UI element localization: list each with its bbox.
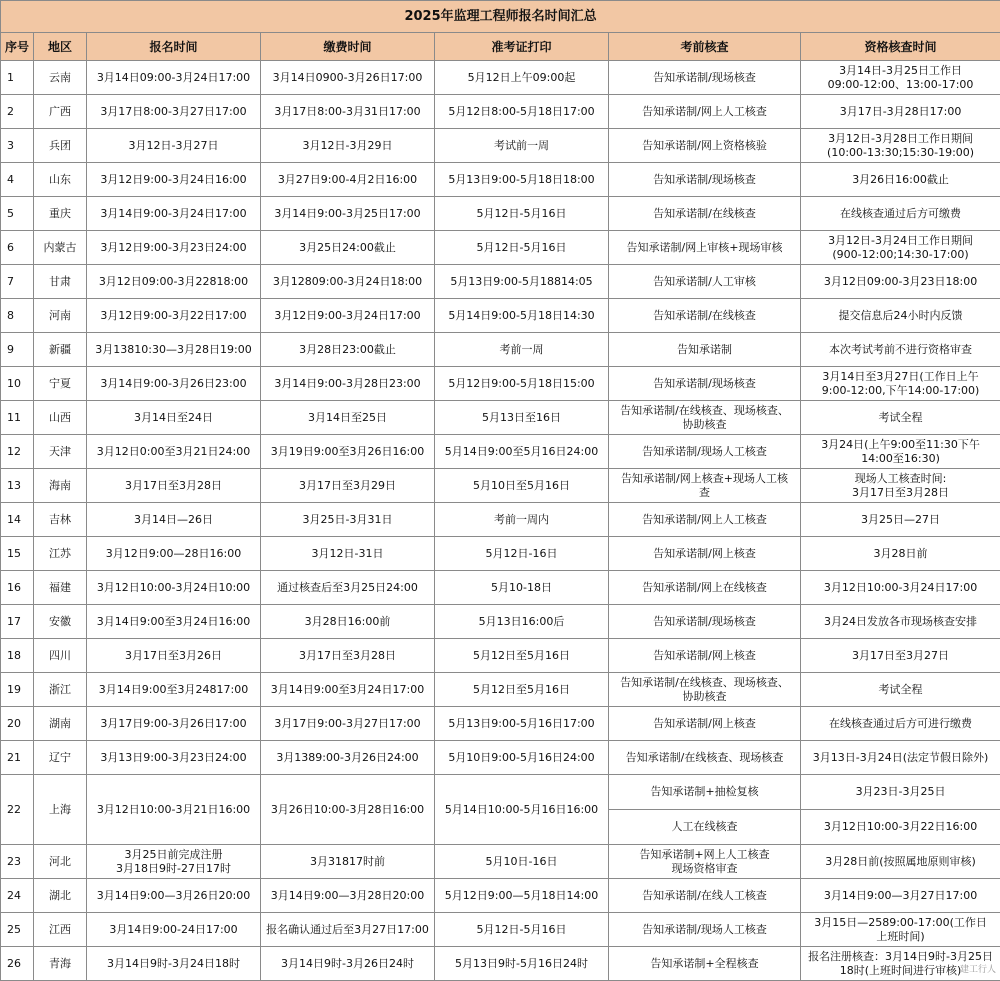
row-pre-check: 告知承诺制/在线核查、现场核查、 协助核查 [609, 673, 801, 707]
row-admit-card: 5月12日8:00-5月18日17:00 [435, 95, 609, 129]
table-row [1, 845, 1000, 879]
table-row [1, 741, 1000, 775]
row-admit-card: 5月14日10:00-5月16日16:00 [435, 775, 609, 845]
row-admit-card: 5月10日-16日 [435, 845, 609, 879]
row-registration: 3月14日9:00至3月24817:00 [87, 673, 261, 707]
table-row [1, 673, 1000, 707]
row-region: 甘肃 [34, 265, 87, 299]
row-qualification: 3月28日前 [801, 537, 1000, 571]
table-row [1, 947, 1000, 981]
row-registration: 3月17日8:00-3月27日17:00 [87, 95, 261, 129]
row-no: 20 [1, 707, 34, 741]
row-region: 新疆 [34, 333, 87, 367]
row-region: 天津 [34, 435, 87, 469]
row-pre-check: 告知承诺制+抽检复核 [609, 775, 801, 810]
watermark: 建工行人 [960, 962, 996, 975]
row-qualification: 3月12日-3月24日工作日期间 (900-12:00;14:30-17:00) [801, 231, 1000, 265]
row-qualification: 本次考试考前不进行资格审查 [801, 333, 1000, 367]
row-qualification: 3月15日—2589:00-17:00(工作日 上班时间) [801, 913, 1000, 947]
table-row [1, 571, 1000, 605]
table-row [1, 435, 1000, 469]
row-registration: 3月12日9:00—28日16:00 [87, 537, 261, 571]
row-admit-card: 5月12日上午09:00起 [435, 61, 609, 95]
header-payment: 缴费时间 [261, 33, 435, 61]
row-qualification: 3月23日-3月25日 [801, 775, 1000, 810]
row-region: 兵团 [34, 129, 87, 163]
table-row [1, 913, 1000, 947]
row-payment: 3月28日23:00截止 [261, 333, 435, 367]
row-payment: 3月25日24:00截止 [261, 231, 435, 265]
row-registration: 3月14日9:00至3月24日16:00 [87, 605, 261, 639]
row-registration: 3月12日9:00-3月24日16:00 [87, 163, 261, 197]
row-qualification: 考试全程 [801, 401, 1000, 435]
row-admit-card: 5月13日至16日 [435, 401, 609, 435]
row-region: 青海 [34, 947, 87, 981]
row-pre-check: 告知承诺制/在线人工核查 [609, 879, 801, 913]
row-pre-check: 告知承诺制/现场人工核查 [609, 435, 801, 469]
row-qualification: 3月12日09:00-3月23日18:00 [801, 265, 1000, 299]
row-registration: 3月12日09:00-3月22818:00 [87, 265, 261, 299]
row-pre-check: 告知承诺制/网上核查+现场人工核 查 [609, 469, 801, 503]
row-payment: 3月14日9:00—3月28日20:00 [261, 879, 435, 913]
row-admit-card: 5月12日-5月16日 [435, 197, 609, 231]
table-row [1, 503, 1000, 537]
row-qualification: 3月24日发放各市现场核查安排 [801, 605, 1000, 639]
row-pre-check: 告知承诺制/网上在线核查 [609, 571, 801, 605]
table-row [1, 537, 1000, 571]
row-admit-card: 5月13日9时-5月16日24时 [435, 947, 609, 981]
row-admit-card: 考试前一周 [435, 129, 609, 163]
row-payment: 3月19日9:00至3月26日16:00 [261, 435, 435, 469]
row-admit-card: 考前一周内 [435, 503, 609, 537]
row-registration: 3月14日9:00—3月26日20:00 [87, 879, 261, 913]
row-no: 18 [1, 639, 34, 673]
row-qualification: 3月17日至3月27日 [801, 639, 1000, 673]
header-qualification: 资格核查时间 [801, 33, 1000, 61]
table-row [1, 367, 1000, 401]
row-region: 内蒙古 [34, 231, 87, 265]
row-pre-check: 告知承诺制/网上核查 [609, 639, 801, 673]
row-no: 11 [1, 401, 34, 435]
row-no: 22 [1, 775, 34, 845]
row-pre-check: 告知承诺制/网上审核+现场审核 [609, 231, 801, 265]
row-payment: 3月28日16:00前 [261, 605, 435, 639]
table-row [1, 775, 1000, 810]
table-row [1, 197, 1000, 231]
row-region: 海南 [34, 469, 87, 503]
row-region: 浙江 [34, 673, 87, 707]
table-row [1, 299, 1000, 333]
row-registration: 3月13810:30—3月28日19:00 [87, 333, 261, 367]
row-payment: 3月12日9:00-3月24日17:00 [261, 299, 435, 333]
row-pre-check: 告知承诺制/人工审核 [609, 265, 801, 299]
row-registration: 3月14日—26日 [87, 503, 261, 537]
row-no: 9 [1, 333, 34, 367]
row-qualification: 3月24日(上午9:00至11:30下午 14:00至16:30) [801, 435, 1000, 469]
row-no: 24 [1, 879, 34, 913]
row-qualification: 3月12日-3月28日工作日期间 (10:00-13:30;15:30-19:00) [801, 129, 1000, 163]
row-no: 3 [1, 129, 34, 163]
row-no: 23 [1, 845, 34, 879]
row-qualification: 在线核查通过后方可进行缴费 [801, 707, 1000, 741]
row-payment: 3月17日至3月28日 [261, 639, 435, 673]
row-admit-card: 5月14日9:00-5月18日14:30 [435, 299, 609, 333]
row-region: 上海 [34, 775, 87, 845]
row-payment: 3月17日9:00-3月27日17:00 [261, 707, 435, 741]
row-no: 6 [1, 231, 34, 265]
row-admit-card: 5月13日9:00-5月18日18:00 [435, 163, 609, 197]
row-registration: 3月14日9时-3月24日18时 [87, 947, 261, 981]
row-region: 山东 [34, 163, 87, 197]
row-admit-card: 5月12日-16日 [435, 537, 609, 571]
row-payment: 3月17日至3月29日 [261, 469, 435, 503]
table-row [1, 231, 1000, 265]
row-no: 13 [1, 469, 34, 503]
table-row [1, 469, 1000, 503]
row-no: 19 [1, 673, 34, 707]
row-payment: 3月12日-3月29日 [261, 129, 435, 163]
row-registration: 3月12日0:00至3月21日24:00 [87, 435, 261, 469]
row-admit-card: 考前一周 [435, 333, 609, 367]
row-region: 福建 [34, 571, 87, 605]
row-pre-check: 告知承诺制/在线核查、现场核查、 协助核查 [609, 401, 801, 435]
row-payment: 3月14日9时-3月26日24时 [261, 947, 435, 981]
row-registration: 3月12日9:00-3月23日24:00 [87, 231, 261, 265]
row-no: 12 [1, 435, 34, 469]
row-region: 湖北 [34, 879, 87, 913]
row-no: 21 [1, 741, 34, 775]
row-region: 江苏 [34, 537, 87, 571]
row-pre-check: 告知承诺制/网上人工核查 [609, 503, 801, 537]
header-registration: 报名时间 [87, 33, 261, 61]
row-qualification: 在线核查通过后方可缴费 [801, 197, 1000, 231]
row-region: 江西 [34, 913, 87, 947]
row-pre-check: 告知承诺制/在线核查 [609, 299, 801, 333]
row-region: 四川 [34, 639, 87, 673]
table-row [1, 333, 1000, 367]
row-pre-check: 告知承诺制/网上资格核验 [609, 129, 801, 163]
row-admit-card: 5月10-18日 [435, 571, 609, 605]
row-pre-check: 告知承诺制/现场核查 [609, 605, 801, 639]
row-qualification: 3月14日至3月27日(工作日上午 9:00-12:00,下午14:00-17:00) [801, 367, 1000, 401]
row-admit-card: 5月10日9:00-5月16日24:00 [435, 741, 609, 775]
table-row [1, 129, 1000, 163]
row-region: 重庆 [34, 197, 87, 231]
row-qualification: 3月28日前(按照属地原则审核) [801, 845, 1000, 879]
row-pre-check: 告知承诺制/网上核查 [609, 537, 801, 571]
table-row [1, 639, 1000, 673]
row-no: 14 [1, 503, 34, 537]
row-payment: 3月17日8:00-3月31日17:00 [261, 95, 435, 129]
row-registration: 3月12日10:00-3月24日10:00 [87, 571, 261, 605]
row-region: 宁夏 [34, 367, 87, 401]
row-payment: 3月14日9:00至3月24日17:00 [261, 673, 435, 707]
row-registration: 3月14日9:00-3月26日23:00 [87, 367, 261, 401]
row-pre-check: 告知承诺制/现场核查 [609, 163, 801, 197]
row-qualification: 提交信息后24小时内反馈 [801, 299, 1000, 333]
table-row [1, 879, 1000, 913]
row-qualification: 3月14日9:00—3月27日17:00 [801, 879, 1000, 913]
table-row [1, 707, 1000, 741]
row-region: 湖南 [34, 707, 87, 741]
row-qualification: 现场人工核查时间: 3月17日至3月28日 [801, 469, 1000, 503]
row-qualification: 报名注册核查：3月14日9时-3月25日 18时(上班时间进行审核) [801, 947, 1000, 981]
row-no: 25 [1, 913, 34, 947]
row-payment: 3月12809:00-3月24日18:00 [261, 265, 435, 299]
row-no: 8 [1, 299, 34, 333]
row-pre-check: 告知承诺制 [609, 333, 801, 367]
row-admit-card: 5月13日9:00-5月18814:05 [435, 265, 609, 299]
row-no: 2 [1, 95, 34, 129]
row-no: 10 [1, 367, 34, 401]
row-pre-check: 告知承诺制/在线核查、现场核查 [609, 741, 801, 775]
row-payment: 3月25日-3月31日 [261, 503, 435, 537]
row-payment: 3月14日9:00-3月28日23:00 [261, 367, 435, 401]
row-region: 广西 [34, 95, 87, 129]
row-pre-check: 告知承诺制+全程核查 [609, 947, 801, 981]
row-pre-check: 告知承诺制/在线核查 [609, 197, 801, 231]
row-qualification: 3月14日-3月25日工作日 09:00-12:00、13:00-17:00 [801, 61, 1000, 95]
header-row [1, 33, 1000, 61]
row-admit-card: 5月12日至5月16日 [435, 639, 609, 673]
row-pre-check: 人工在线核查 [609, 810, 801, 845]
row-admit-card: 5月10日至5月16日 [435, 469, 609, 503]
row-qualification: 3月12日10:00-3月22日16:00 [801, 810, 1000, 845]
row-payment: 通过核查后至3月25日24:00 [261, 571, 435, 605]
table-row [1, 605, 1000, 639]
row-admit-card: 5月13日16:00后 [435, 605, 609, 639]
row-registration: 3月17日至3月28日 [87, 469, 261, 503]
row-region: 河北 [34, 845, 87, 879]
row-region: 河南 [34, 299, 87, 333]
table-row [1, 401, 1000, 435]
row-region: 吉林 [34, 503, 87, 537]
table-row [1, 265, 1000, 299]
row-no: 15 [1, 537, 34, 571]
row-registration: 3月12日-3月27日 [87, 129, 261, 163]
row-payment: 3月26日10:00-3月28日16:00 [261, 775, 435, 845]
table-title: 2025年监理工程师报名时间汇总 [1, 1, 1000, 33]
row-payment: 3月31817时前 [261, 845, 435, 879]
row-admit-card: 5月14日9:00至5月16日24:00 [435, 435, 609, 469]
row-region: 云南 [34, 61, 87, 95]
row-no: 5 [1, 197, 34, 231]
row-pre-check: 告知承诺制/网上人工核查 [609, 95, 801, 129]
row-pre-check: 告知承诺制/现场核查 [609, 367, 801, 401]
row-qualification: 考试全程 [801, 673, 1000, 707]
row-qualification: 3月17日-3月28日17:00 [801, 95, 1000, 129]
row-admit-card: 5月12日-5月16日 [435, 913, 609, 947]
row-registration: 3月14日9:00-3月24日17:00 [87, 197, 261, 231]
row-no: 17 [1, 605, 34, 639]
row-admit-card: 5月12日9:00—5月18日14:00 [435, 879, 609, 913]
row-payment: 3月1389:00-3月26日24:00 [261, 741, 435, 775]
row-admit-card: 5月12日-5月16日 [435, 231, 609, 265]
row-pre-check: 告知承诺制/现场核查 [609, 61, 801, 95]
row-registration: 3月14日09:00-3月24日17:00 [87, 61, 261, 95]
row-payment: 3月12日-31日 [261, 537, 435, 571]
row-region: 山西 [34, 401, 87, 435]
row-no: 26 [1, 947, 34, 981]
row-no: 4 [1, 163, 34, 197]
row-qualification: 3月12日10:00-3月24日17:00 [801, 571, 1000, 605]
row-payment: 3月14日0900-3月26日17:00 [261, 61, 435, 95]
row-qualification: 3月13日-3月24日(法定节假日除外) [801, 741, 1000, 775]
row-registration: 3月17日9:00-3月26日17:00 [87, 707, 261, 741]
row-payment: 3月27日9:00-4月2日16:00 [261, 163, 435, 197]
header-region: 地区 [34, 33, 87, 61]
row-pre-check: 告知承诺制+网上人工核查 现场资格审查 [609, 845, 801, 879]
table-row [1, 163, 1000, 197]
row-region: 安徽 [34, 605, 87, 639]
table-row [1, 95, 1000, 129]
row-registration: 3月14日至24日 [87, 401, 261, 435]
row-no: 16 [1, 571, 34, 605]
table-row [1, 61, 1000, 95]
header-admit-card: 准考证打印 [435, 33, 609, 61]
row-no: 7 [1, 265, 34, 299]
row-admit-card: 5月12日9:00-5月18日15:00 [435, 367, 609, 401]
row-registration: 3月13日9:00-3月23日24:00 [87, 741, 261, 775]
row-registration: 3月12日10:00-3月21日16:00 [87, 775, 261, 845]
row-admit-card: 5月12日至5月16日 [435, 673, 609, 707]
row-pre-check: 告知承诺制/现场人工核查 [609, 913, 801, 947]
row-payment: 3月14日9:00-3月25日17:00 [261, 197, 435, 231]
header-no: 序号 [1, 33, 34, 61]
row-no: 1 [1, 61, 34, 95]
header-pre-check: 考前核查 [609, 33, 801, 61]
row-qualification: 3月25日—27日 [801, 503, 1000, 537]
row-payment: 3月14日至25日 [261, 401, 435, 435]
row-registration: 3月25日前完成注册 3月18日9时-27日17时 [87, 845, 261, 879]
row-registration: 3月12日9:00-3月22日17:00 [87, 299, 261, 333]
row-registration: 3月14日9:00-24日17:00 [87, 913, 261, 947]
row-admit-card: 5月13日9:00-5月16日17:00 [435, 707, 609, 741]
row-payment: 报名确认通过后至3月27日17:00 [261, 913, 435, 947]
row-pre-check: 告知承诺制/网上核查 [609, 707, 801, 741]
row-registration: 3月17日至3月26日 [87, 639, 261, 673]
row-qualification: 3月26日16:00截止 [801, 163, 1000, 197]
row-region: 辽宁 [34, 741, 87, 775]
